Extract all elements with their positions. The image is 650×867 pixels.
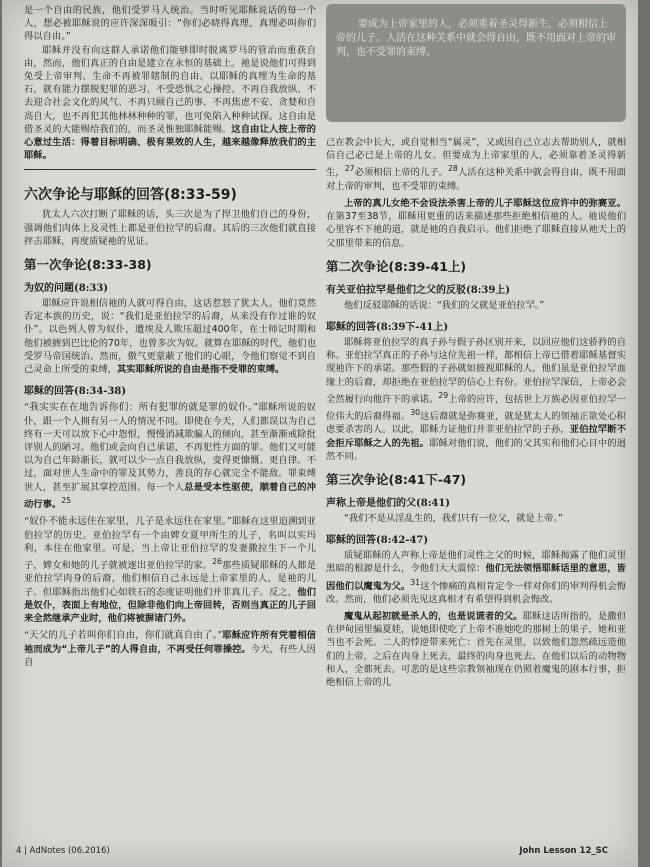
paragraph-devil <box>326 610 626 689</box>
paragraph-third-debate: “我们不是从淫乱生的，我们只有一位父，就是上帝。” <box>344 512 563 524</box>
paragraph-text: 人活在这种关系中就会得自由，既不用面对上帝的审判，也不受罪的束缚。 <box>326 167 626 192</box>
paragraph-text: 耶稣在这里追溯到亚伯拉罕的历史。亚伯拉罕有一个由婢女夏甲所生的儿子，名叫以实玛利，本住在他家里。可是，当上帝让亚伯拉罕的发妻撒拉生下一个儿子，婢女和她的儿子就被逐出亚伯拉罕的家。 <box>24 516 316 572</box>
heading-jesus-answer-2: 耶稣的回答(8:39下-41上) <box>326 321 449 333</box>
paragraph-continued <box>326 136 626 193</box>
heading-jesus-answer-3: 耶稣的回答(8:42-47) <box>326 535 429 547</box>
footnote-ref: 26 <box>212 557 222 566</box>
paragraph-bold-text: 魔鬼从起初就是杀人的，也是说谎者的父。 <box>344 611 523 623</box>
paragraph-text: 然而，他们必须先见这真相才有希望得到机会悔改。 <box>344 593 559 605</box>
paragraph-bold-text: 上帝的真儿女绝不会设法杀害上帝的儿子耶稣这位应许中的弥赛亚。 <box>344 197 626 209</box>
paragraph-answer-second <box>326 336 626 463</box>
paragraph-freedom <box>24 44 316 163</box>
paragraph-text: 耶稣将亚伯拉罕的真子孙与假子孙区别开来，以回应他们这骄矜的自称。亚伯拉罕真正的子孙与这位先祖一样，都相信上帝已借着耶稣基督实现祂许下的承诺。那些假的子孙就如披视耶稣的人，他们虽是亚伯拉罕血缘上的后裔，却拒绝在亚伯拉罕的信心上有份。亚伯拉罕深信，上帝必会全然履行向他许下的承诺。 <box>326 336 626 405</box>
document-page <box>2 0 638 867</box>
paragraph-text: 耶稣并没有向这群人承诺他们能够即时脱离罗马的管治而重获自由，然而，他们真正的自由是建立在永恒的基础上。祂是说他们可得到免受上帝审判、生命不再被罪辖制的自由。以耶稣的真理为生命的基石，就有能力摆脱犯罪的恶习、不受恐惧之心操控、不再自我放纵、不去迎合社会文化的风气、不再只顾自己的事、不再焦虑不安、贪婪和自高自大，也不再犯其他林林种种的罪，也可免陷入种种试探。这自由是借圣灵的大能赐给我们的，而圣灵惟独耶稣能赐。 <box>24 44 316 135</box>
paragraph-bold-text: 耶稣应许所有凭着相信祂而成为“上帝儿子”的人得自由，不再受任何罪操控。 <box>24 630 316 655</box>
scripture-quote: “我实实在在地告诉你们：所有犯罪的就是罪的奴仆。” <box>24 402 259 414</box>
paragraph-answer-third <box>326 549 626 606</box>
paragraph-text: 是一个自由的民族，他们受罗马人统治。当时听见耶稣说话的每一个人，想必被耶稣说的应许深深吸引：“你们必晓得真理，真理必叫你们得以自由。” <box>24 5 316 43</box>
paragraph-answer-1 <box>24 401 316 511</box>
footnote-ref: 28 <box>448 164 458 174</box>
callout-box <box>326 4 626 122</box>
paragraph-true-children <box>326 197 626 250</box>
heading-third-debate: 第三次争论(8:41下-47) <box>326 471 467 487</box>
left-column <box>24 4 316 669</box>
paragraph-opening <box>24 4 316 44</box>
footer-lesson-label: John Lesson 12_SC <box>519 846 608 856</box>
paragraph-text: 在第37至38节，耶稣用更重的话来描述那些拒绝相信祂的人。祂说他们心里容不下祂的道，就是祂的自我启示。他们拒绝了耶稣直接从祂天上的父那里带来的信息。 <box>326 211 626 249</box>
heading-first-debate: 第一次争论(8:33-38) <box>24 257 152 273</box>
paragraph-text: 今天，有些人因自 <box>24 643 316 668</box>
scripture-quote: “奴仆不能永远住在家里，儿子是永远住在家里。” <box>24 516 232 528</box>
heading-jesus-answer-1: 耶稣的回答(8:34-38) <box>24 386 127 398</box>
footnote-ref: 27 <box>344 164 355 174</box>
footnote-ref: 25 <box>61 495 72 505</box>
paragraph-text: 上帝的应许，包括世上万族必因亚伯拉罕一位伟大的后裔得福。 <box>326 393 626 423</box>
paragraph-text: 耶稣应许说相信祂的人就可得自由，这话惹怒了犹太人。他们竟然否定本族的历史，说：“我们是亚伯拉罕的后裔，从来没有作过谁的奴仆”。以色列人曾为奴仆，遭埃及人欺压超过400年，在士师记时期和他们被掳到巴比伦的70年，也曾多次为奴。就算在耶稣的时代，他们也受罗马帝国统治。然而，傲气更蒙蔽了他们的心眼，令他们察觉不到自己灵命上所受的束缚， <box>24 298 316 376</box>
heading-second-debate: 第二次争论(8:39-41上) <box>326 258 467 274</box>
subheading-slavery: 为奴的问题(8:33) <box>24 283 109 295</box>
paragraph-bold-text: 亚伯拉罕断不会拒斥耶稣之人的先祖。 <box>326 424 626 449</box>
paragraph-text: 耶稣所说的奴仆，跟一个人拥有另一人的情况不同。即使在今天，人们都误以为自己终有一天可以放下心中怨恨，慢慢消减欺骗人的倾向，甚至渐渐戒除批评别人的陋习。他们或会向自己承诺，不再犯性方面的罪。他们又可能以为自己年龄渐长，就可以少一点自我放纵，变得更慷慨、更自律。不过，面对世人生命中的罪及其势力，善良的存心就完全不能敌。罪束缚世人，甚至扩展其掌控范围。每一个人 <box>24 402 316 493</box>
paragraph-bold-text: 其实耶稣所说的自由是指不受罪的束缚。 <box>116 364 285 376</box>
paragraph-bold-text: 总是受本性驱使，顺着自己的冲动行事。 <box>24 481 316 510</box>
paragraph-bold-text: 这自由让人按上帝的心意过生活：得着目标明确、极有果效的人生，越来越像释放我们的主耶稣。 <box>24 123 316 162</box>
paragraph-text: 耶稣这话所指的，是撒但在伊甸园里骗夏娃，说她即使吃了上帝不准她吃的那树上的果子，她和亚当也不会死。二人的悖逆带来死亡：首先在灵里，以致他们忽然疏远造他们的上帝，之后在肉身上死去，最终的肉身也死去。在他们以后的动物物和人，全都死去。可悲的是这些宗教领袖现在仍照着魔鬼的剧本行事，拒绝相信上帝的儿 <box>326 611 626 689</box>
paragraph-bold-text: 他们是奴仆，表面上有地位，但除非他们向上帝回转，否则当真正的儿子回来全然继承产业时，他们将被摒诸门外。 <box>24 586 316 624</box>
subheading-father-god: 声称上帝是他们的父(8:41) <box>326 497 451 509</box>
callout-text: 要成为上帝家里的人，必须重着圣灵得新生，必须相信上帝的儿子。人活在这种关系中就会得自由，既不用面对上帝的审判，也不受罪的束缚。 <box>336 19 616 58</box>
right-column <box>326 4 626 689</box>
paragraph-text: 这个惨痛的真相肯定令一样对你们的审判得机会悔改。 <box>326 580 626 605</box>
paragraph-text: 质疑耶稣的人声称上帝是他们灵性之父的时候，耶稣揭露了他们灵里黑暗的根源是什么，令他们大大震惊： <box>326 550 626 575</box>
scripture-quote: “天父的儿子若叫你们自由，你们就真自由了。” <box>24 630 223 642</box>
section-divider <box>24 169 316 170</box>
section-title: 六次争论与耶稣的回答(8:33-59) <box>24 187 237 204</box>
paragraph-bold-text: 他们无法领悟耶稣话里的意思，皆因他们以魔鬼为父。 <box>326 563 626 592</box>
section-intro: 犹太人六次打断了耶稣的话，头三次是为了捍卫他们自己的身份，强调他们肉体上及灵性上都是亚伯拉罕的后裔。其后的三次他们就直接抨击耶稣，再度质疑祂的见证。 <box>24 209 316 247</box>
footnote-ref: 29 <box>438 390 449 400</box>
footer-page-info: 4 | AdNotes (06.2016) <box>16 846 110 856</box>
paragraph-second-debate: 他们反驳耶稣的话说：“我们的父就是亚伯拉罕。” <box>344 299 545 311</box>
paragraph-text: 这后裔就是弥赛亚，就是犹太人的领袖正欲处心积虑要杀害的人。以此，耶稣力证他们并非亚伯拉罕的子孙， <box>326 411 626 436</box>
subheading-abraham: 有关亚伯拉罕是他们之父的反驳(8:39上) <box>326 284 511 296</box>
paragraph-text: 必须相信上帝的儿子。 <box>354 167 448 179</box>
paragraph-text: 己在教会中长大，或自觉相当“属灵”，又或因自己立志去帮助别人，就相信自己必已是上帝的儿女。但要成为上帝家里的人，必须靠着圣灵得新生， <box>326 137 626 179</box>
paragraph-text: 耶稣对他们说，他们的父其实和他们心目中的迥然不同。 <box>326 437 626 462</box>
paragraph-first-debate <box>24 297 316 376</box>
paragraph-answer-3 <box>24 629 316 669</box>
footnote-ref: 30 <box>410 408 421 418</box>
footnote-ref: 31 <box>410 577 421 587</box>
paragraph-text: 那些质疑耶稣的人都是亚伯拉罕肉身的后裔，他们相信自己永远是上帝家里的人，是祂的儿子。但耶稣指出他们心如铁石的态度证明他们并非真儿子。反之， <box>24 560 316 598</box>
paragraph-answer-2 <box>24 515 316 625</box>
